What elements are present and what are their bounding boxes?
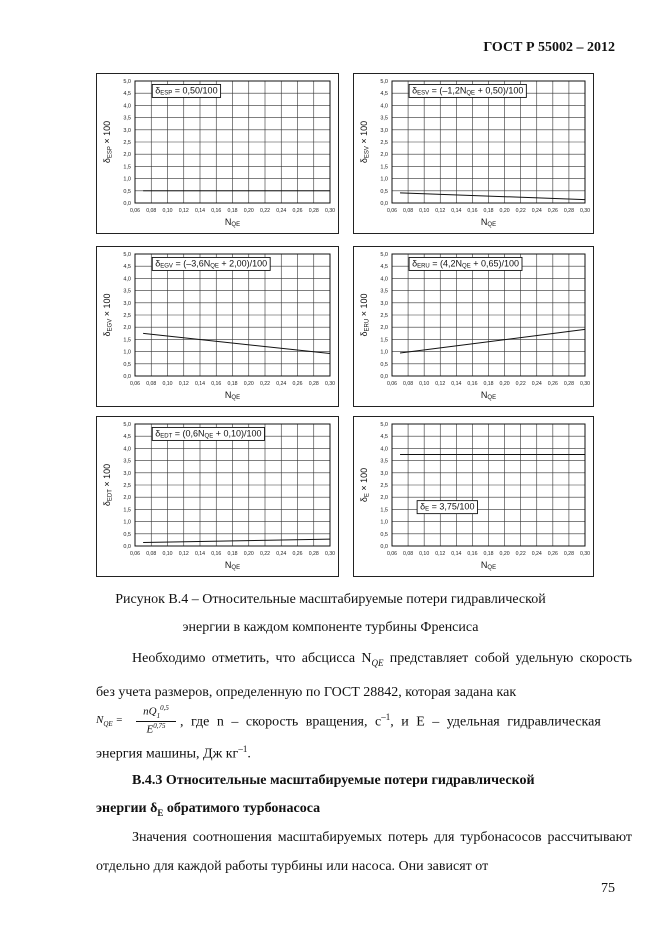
figure-caption-line1: Рисунок В.4 – Относительные масштабируемые потери гидравлической [115, 592, 546, 607]
x-tick-label: 0,16 [211, 551, 222, 557]
paragraph-nqe-definition: Необходимо отметить, что абсцисса $N_{QE}$ представляет собой удельную скорость без учета размеров, определенную по ГОСТ 28842, которая задана как [96, 651, 632, 700]
x-tick-label: 0,18 [227, 208, 238, 214]
x-tick-label: 0,12 [435, 551, 446, 557]
x-tick-label: 0,24 [276, 208, 287, 214]
y-tick-label: 2,0 [380, 152, 388, 159]
x-axis-label: NQE [224, 217, 241, 228]
x-tick-label: 0,30 [324, 551, 336, 557]
x-tick-label: 0,22 [259, 551, 271, 557]
y-axis-label: δERU × 100 [359, 293, 371, 337]
y-tick-label: 3,0 [380, 470, 388, 477]
x-tick-label: 0,14 [451, 381, 462, 387]
x-tick-label: 0,20 [499, 208, 510, 214]
legend-text: δEGV = (–3,6NQE + 2,00)/100 [155, 258, 268, 270]
chart-panel-1 [96, 73, 339, 234]
x-tick-label: 0,08 [403, 551, 414, 557]
y-tick-label: 4,0 [123, 103, 131, 110]
y-tick-label: 4,5 [380, 434, 388, 441]
y-tick-label: 1,5 [123, 337, 131, 344]
x-tick-label: 0,12 [178, 381, 189, 387]
x-tick-label: 0,14 [194, 551, 206, 557]
y-axis-label: δESV × 100 [359, 120, 371, 164]
y-tick-label: 5,0 [123, 252, 131, 258]
x-tick-label: 0,22 [259, 208, 271, 214]
x-tick-label: 0,10 [419, 381, 430, 387]
y-tick-label: 4,5 [123, 264, 131, 271]
y-tick-label: 0,5 [380, 531, 388, 538]
legend-text: δEDT = (0,6NQE + 0,10)/100 [155, 428, 262, 440]
chart-panel-2 [353, 73, 594, 234]
y-tick-label: 1,5 [380, 164, 388, 171]
y-tick-label: 3,5 [380, 288, 388, 295]
x-tick-label: 0,26 [292, 208, 303, 214]
x-tick-label: 0,10 [419, 208, 430, 214]
x-tick-label: 0,28 [308, 551, 319, 557]
x-tick-label: 0,22 [515, 551, 526, 557]
y-tick-label: 3,0 [123, 470, 131, 477]
y-tick-label: 0,0 [380, 374, 388, 380]
y-tick-label: 1,0 [123, 519, 131, 526]
y-tick-label: 3,0 [380, 300, 388, 307]
y-tick-label: 3,0 [123, 127, 131, 134]
x-tick-label: 0,06 [386, 208, 398, 214]
x-tick-label: 0,14 [451, 551, 462, 557]
y-tick-label: 0,5 [380, 188, 388, 195]
chart-svg [97, 74, 340, 235]
y-tick-label: 2,5 [123, 483, 131, 489]
y-tick-label: 4,5 [123, 434, 131, 441]
y-tick-label: 1,0 [123, 176, 131, 183]
legend-box [152, 427, 264, 440]
data-line [143, 539, 330, 542]
y-tick-label: 1,5 [380, 337, 388, 344]
x-tick-label: 0,10 [419, 551, 430, 557]
y-axis-label: δEGV × 100 [102, 293, 114, 337]
y-axis-label: δESP × 100 [102, 120, 114, 164]
legend-box [417, 501, 477, 514]
y-tick-label: 2,0 [123, 152, 131, 159]
y-tick-label: 3,5 [123, 115, 131, 122]
y-tick-label: 1,0 [123, 349, 131, 356]
x-tick-label: 0,30 [324, 208, 336, 214]
x-tick-label: 0,14 [194, 208, 206, 214]
y-tick-label: 2,0 [380, 325, 388, 332]
formula-fraction: $nQ_1^{0,5}$ E$^{0,75}$ [136, 704, 176, 736]
figure-caption-line2: энергии в каждом компоненте турбины Френсиса [182, 620, 479, 635]
x-tick-label: 0,24 [276, 381, 287, 387]
x-tick-label: 0,08 [146, 208, 157, 214]
data-line [400, 329, 585, 353]
x-tick-label: 0,10 [162, 381, 173, 387]
x-tick-label: 0,12 [178, 551, 189, 557]
x-tick-label: 0,06 [129, 208, 141, 214]
y-tick-label: 1,0 [380, 519, 388, 526]
section-heading: В.4.3 Относительные масштабируемые потери гидравлической [132, 773, 535, 788]
legend-box [409, 257, 522, 270]
chart-panel-6 [353, 416, 594, 577]
x-tick-label: 0,16 [467, 381, 478, 387]
y-tick-label: 2,0 [123, 325, 131, 332]
x-tick-label: 0,26 [547, 208, 558, 214]
y-tick-label: 2,5 [380, 313, 388, 319]
legend-text: δESP = 0,50/100 [155, 85, 218, 97]
y-tick-label: 5,0 [380, 252, 388, 258]
y-tick-label: 2,0 [123, 495, 131, 502]
x-axis-label: NQE [224, 390, 241, 401]
y-tick-label: 2,0 [380, 495, 388, 502]
x-axis-label: NQE [480, 560, 497, 571]
y-tick-label: 3,0 [123, 300, 131, 307]
y-axis-label: δEDT × 100 [102, 463, 114, 507]
x-tick-label: 0,08 [403, 208, 414, 214]
x-tick-label: 0,06 [129, 381, 141, 387]
y-tick-label: 0,0 [123, 544, 131, 550]
y-tick-label: 3,0 [380, 127, 388, 134]
x-tick-label: 0,20 [499, 551, 510, 557]
x-tick-label: 0,14 [194, 381, 206, 387]
y-tick-label: 0,5 [380, 361, 388, 368]
y-tick-label: 0,5 [123, 531, 131, 538]
legend-box [152, 84, 220, 97]
x-tick-label: 0,26 [292, 381, 303, 387]
x-tick-label: 0,18 [227, 551, 238, 557]
x-tick-label: 0,24 [531, 551, 542, 557]
x-tick-label: 0,28 [563, 208, 574, 214]
x-tick-label: 0,28 [308, 208, 319, 214]
y-tick-label: 3,5 [123, 458, 131, 465]
data-line [400, 193, 585, 200]
y-tick-label: 2,5 [123, 313, 131, 319]
y-tick-label: 5,0 [380, 79, 388, 85]
x-tick-label: 0,26 [547, 381, 558, 387]
x-tick-label: 0,30 [579, 381, 591, 387]
legend-box [152, 257, 270, 270]
y-tick-label: 0,0 [123, 201, 131, 207]
x-tick-label: 0,08 [146, 381, 157, 387]
x-tick-label: 0,16 [467, 208, 478, 214]
x-tick-label: 0,28 [308, 381, 319, 387]
y-tick-label: 0,5 [123, 188, 131, 195]
paragraph-turbopump: Значения соотношения масштабируемых потерь для турбонасосов рассчитывают отдельно для каждой работы турбины или насоса. Они зависят от [96, 830, 632, 874]
x-tick-label: 0,12 [435, 208, 446, 214]
y-tick-label: 5,0 [123, 79, 131, 85]
formula-line-2: энергия машины, Дж $кг^{-1}$. [96, 744, 251, 762]
data-line [143, 333, 330, 353]
x-tick-label: 0,20 [243, 551, 254, 557]
x-tick-label: 0,28 [563, 551, 574, 557]
x-tick-label: 0,08 [403, 381, 414, 387]
x-tick-label: 0,28 [563, 381, 574, 387]
x-tick-label: 0,14 [451, 208, 462, 214]
y-tick-label: 4,5 [380, 91, 388, 98]
x-tick-label: 0,30 [579, 551, 591, 557]
x-tick-label: 0,20 [243, 381, 254, 387]
y-tick-label: 5,0 [380, 422, 388, 428]
y-tick-label: 5,0 [123, 422, 131, 428]
x-tick-label: 0,24 [276, 551, 287, 557]
y-tick-label: 2,5 [380, 483, 388, 489]
document-header: ГОСТ Р 55002 – 2012 [483, 40, 615, 55]
x-tick-label: 0,16 [211, 208, 222, 214]
x-axis-label: NQE [224, 560, 241, 571]
chart-svg [97, 247, 340, 408]
y-tick-label: 0,0 [123, 374, 131, 380]
y-axis-label: δE × 100 [359, 467, 371, 503]
y-tick-label: 3,5 [123, 288, 131, 295]
y-tick-label: 2,5 [123, 140, 131, 146]
x-axis-label: NQE [480, 390, 497, 401]
page-number: 75 [601, 881, 615, 896]
chart-svg [354, 74, 595, 235]
formula-explanation: , где n – скорость вращения, $с^{-1}$, и E – удельная гидравлическая [180, 712, 601, 730]
x-tick-label: 0,10 [162, 208, 173, 214]
legend-text: δERU = (4,2NQE + 0,65)/100 [412, 258, 520, 270]
x-tick-label: 0,06 [129, 551, 141, 557]
x-tick-label: 0,12 [178, 208, 189, 214]
y-tick-label: 1,0 [380, 349, 388, 356]
x-tick-label: 0,20 [499, 381, 510, 387]
x-tick-label: 0,22 [515, 208, 526, 214]
y-tick-label: 4,5 [123, 91, 131, 98]
chart-panel-4 [353, 246, 594, 407]
x-tick-label: 0,26 [292, 551, 303, 557]
y-tick-label: 4,0 [123, 276, 131, 283]
formula-line [96, 704, 632, 740]
x-tick-label: 0,24 [531, 208, 542, 214]
x-tick-label: 0,30 [324, 381, 336, 387]
x-tick-label: 0,30 [579, 208, 591, 214]
y-tick-label: 4,0 [123, 446, 131, 453]
x-tick-label: 0,24 [531, 381, 542, 387]
y-tick-label: 0,0 [380, 544, 388, 550]
y-tick-label: 1,5 [380, 507, 388, 514]
legend-text: δESV = (–1,2NQE + 0,50)/100 [412, 85, 524, 97]
section-heading-line2: энергии $\delta_E$ обратимого турбонасоса [96, 801, 321, 818]
y-tick-label: 1,5 [123, 507, 131, 514]
x-tick-label: 0,16 [211, 381, 222, 387]
y-tick-label: 2,5 [380, 140, 388, 146]
y-tick-label: 1,0 [380, 176, 388, 183]
chart-svg [354, 417, 595, 578]
legend-text: δE = 3,75/100 [420, 501, 475, 513]
x-tick-label: 0,26 [547, 551, 558, 557]
chart-panel-5 [96, 416, 339, 577]
x-tick-label: 0,20 [243, 208, 254, 214]
x-axis-label: NQE [480, 217, 497, 228]
y-tick-label: 0,5 [123, 361, 131, 368]
x-tick-label: 0,18 [483, 208, 494, 214]
y-tick-label: 4,0 [380, 276, 388, 283]
x-tick-label: 0,10 [162, 551, 173, 557]
x-tick-label: 0,22 [259, 381, 271, 387]
x-tick-label: 0,06 [386, 551, 398, 557]
y-tick-label: 4,0 [380, 103, 388, 110]
y-tick-label: 4,0 [380, 446, 388, 453]
x-tick-label: 0,18 [227, 381, 238, 387]
x-tick-label: 0,18 [483, 551, 494, 557]
chart-svg [97, 417, 340, 578]
formula-lhs: $N_{QE}$ = [96, 714, 123, 729]
chart-panel-3 [96, 246, 339, 407]
y-tick-label: 0,0 [380, 201, 388, 207]
x-tick-label: 0,22 [515, 381, 526, 387]
y-tick-label: 3,5 [380, 458, 388, 465]
x-tick-label: 0,12 [435, 381, 446, 387]
y-tick-label: 4,5 [380, 264, 388, 271]
x-tick-label: 0,08 [146, 551, 157, 557]
x-tick-label: 0,18 [483, 381, 494, 387]
chart-svg [354, 247, 595, 408]
y-tick-label: 1,5 [123, 164, 131, 171]
x-tick-label: 0,06 [386, 381, 398, 387]
y-tick-label: 3,5 [380, 115, 388, 122]
x-tick-label: 0,16 [467, 551, 478, 557]
legend-box [409, 84, 526, 97]
